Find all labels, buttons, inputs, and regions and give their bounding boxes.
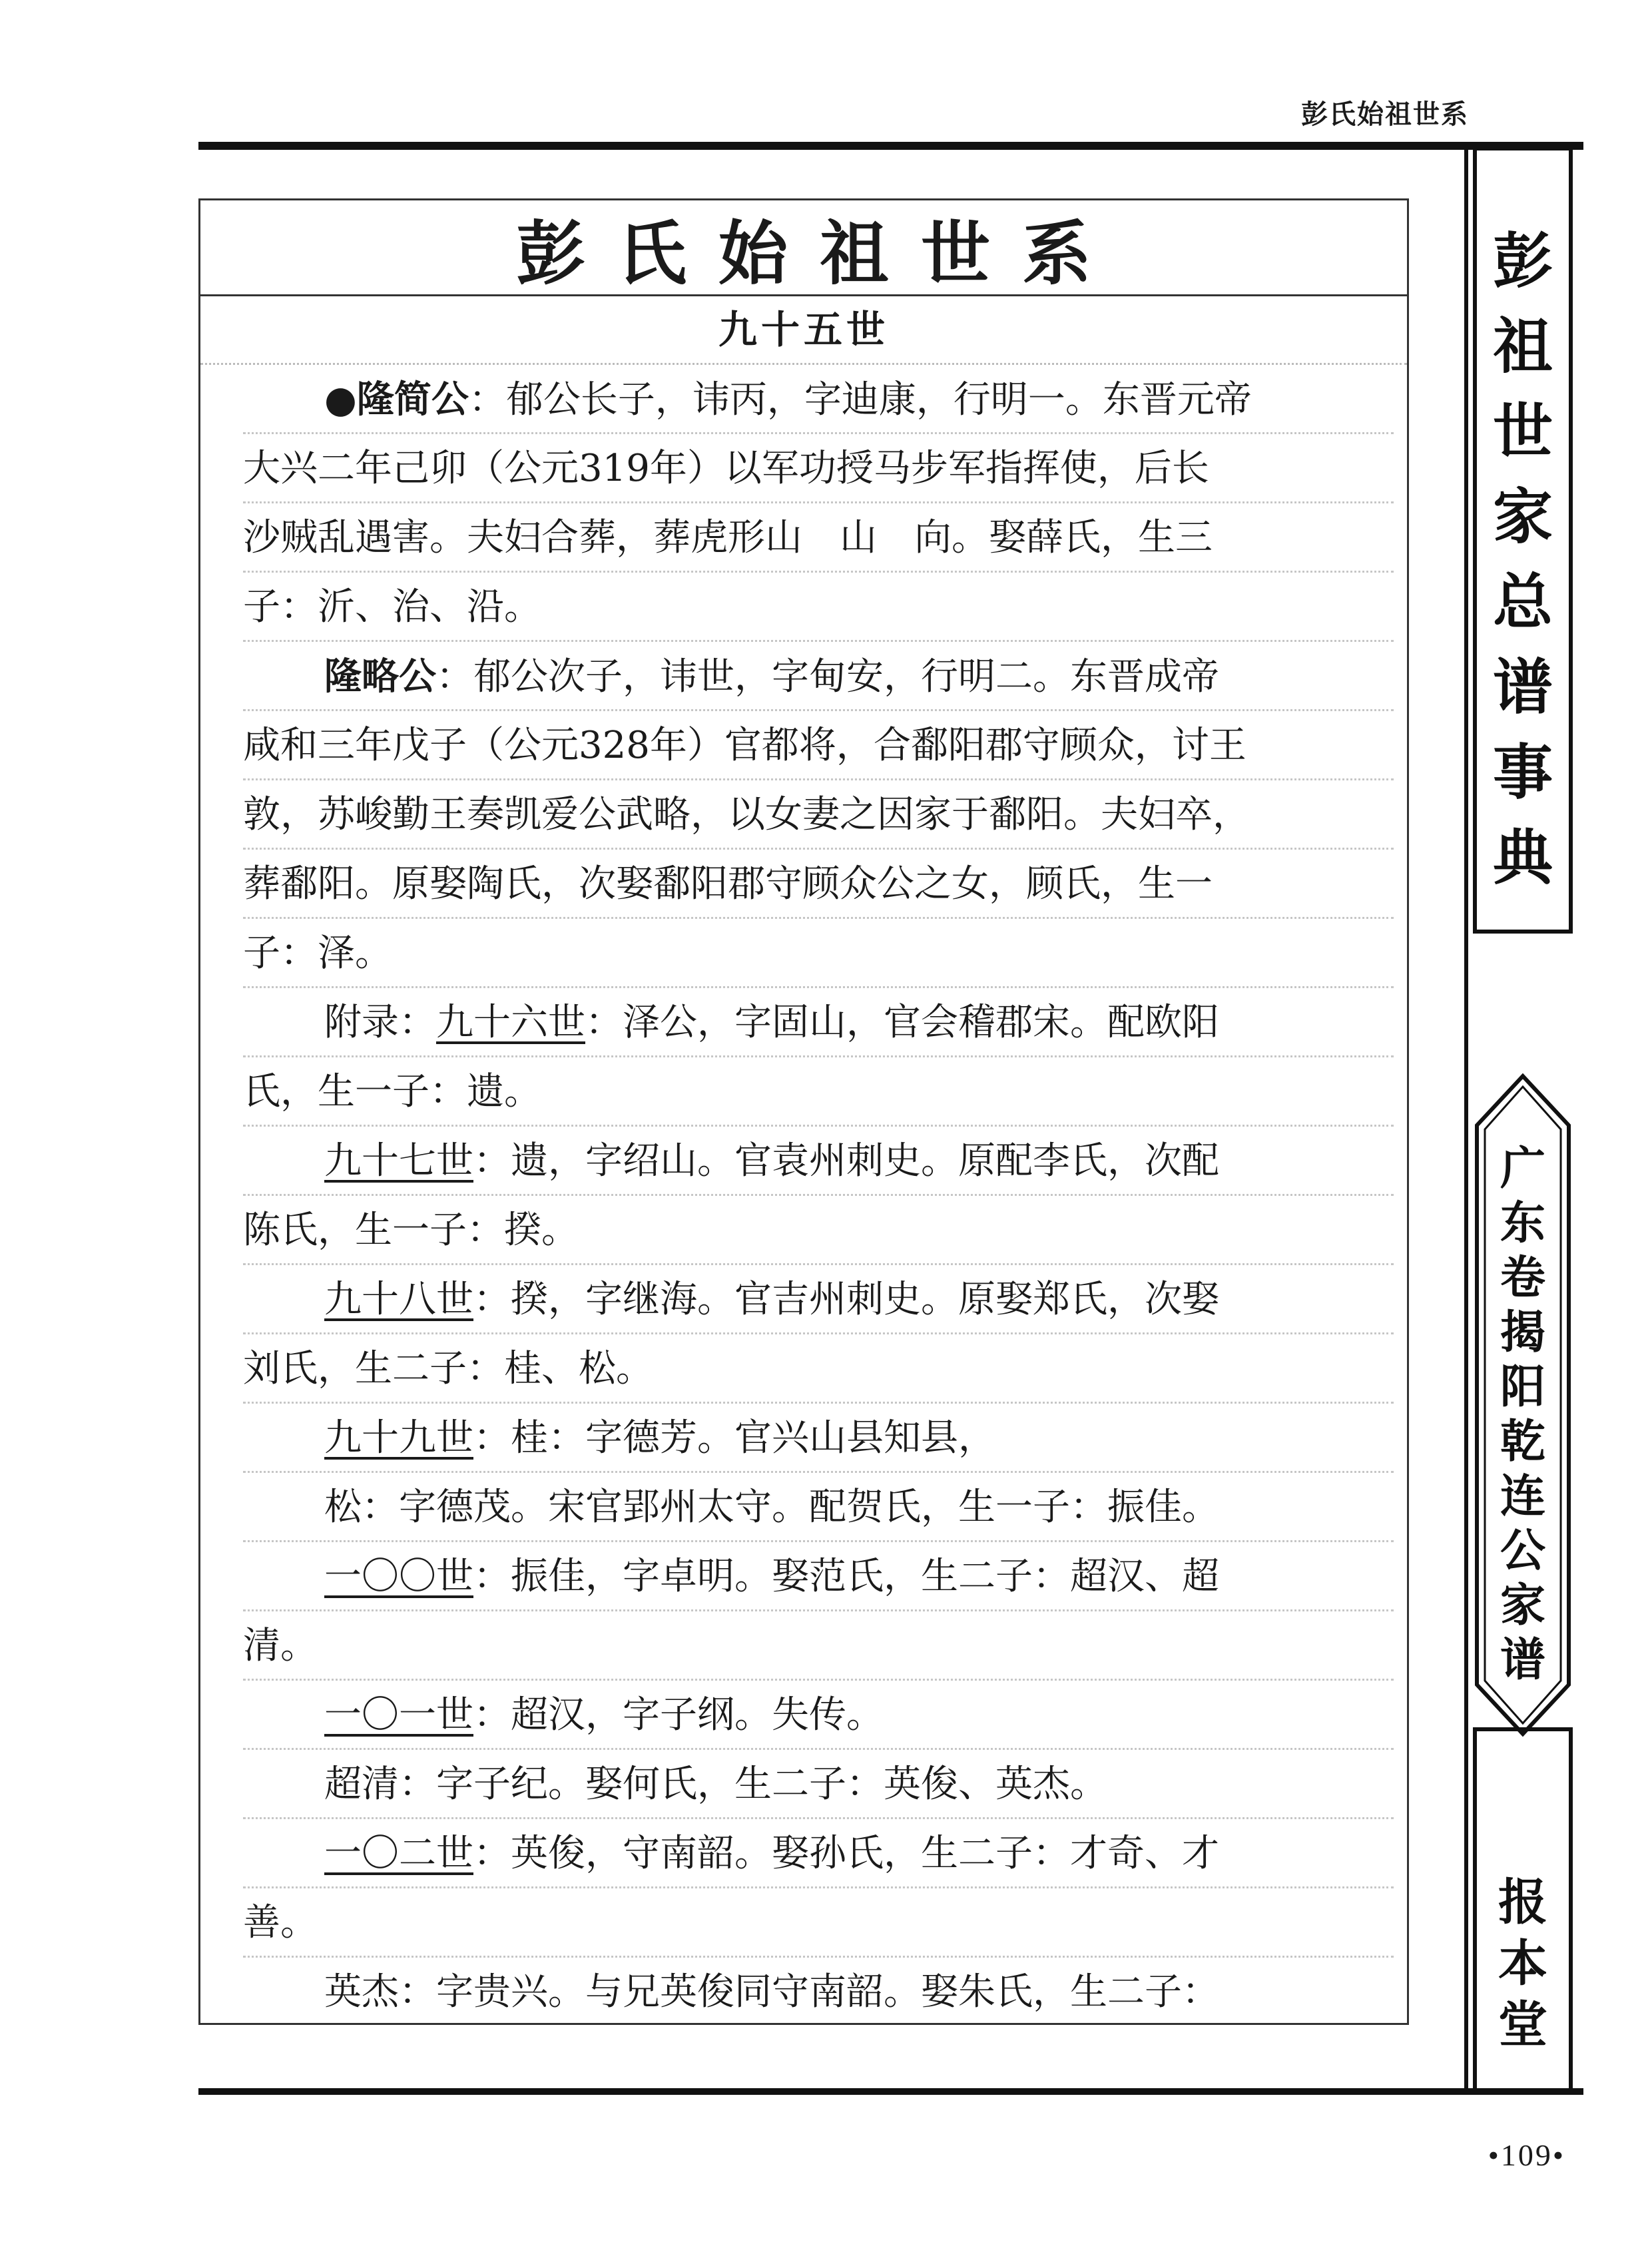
text-line [243, 1958, 1394, 2025]
vertical-char: 家 [1500, 1579, 1545, 1632]
person-name: ●隆简公 [324, 378, 469, 421]
vertical-char: 本 [1498, 1935, 1547, 1992]
text-line [243, 780, 1394, 850]
generation-label: 九十九世 [324, 1416, 473, 1460]
page-title: 彭氏始祖世系 [515, 212, 1123, 294]
vertical-char: 连 [1500, 1470, 1545, 1523]
line-text: 松：字德茂。宋官郢州太守。配贺氏，生一子：振佳。 [324, 1486, 1219, 1529]
generation-label: 九十七世 [324, 1139, 473, 1183]
vertical-char: 阳 [1500, 1361, 1545, 1414]
vertical-char: 揭 [1500, 1306, 1545, 1359]
text-line [243, 434, 1394, 503]
sidebar [1473, 146, 1573, 2092]
text-line [243, 573, 1394, 642]
vertical-char: 乾 [1500, 1416, 1545, 1468]
text-line [243, 1611, 1394, 1681]
text-line [243, 365, 1394, 434]
text-line [243, 1196, 1394, 1265]
line-text: 氏，生一子：遗。 [243, 1070, 541, 1113]
text-line [243, 919, 1394, 988]
vertical-char: 总 [1493, 567, 1553, 637]
hall-name-box [1473, 1727, 1573, 2092]
line-text: ：泽公，字固山，官会稽郡宋。配欧阳 [585, 1001, 1219, 1044]
hall-name [1477, 1731, 1569, 2054]
text-line [243, 1404, 1394, 1473]
line-text: ：遗，字绍山。官袁州刺史。原配李氏，次配 [473, 1139, 1219, 1183]
text-line [243, 711, 1394, 780]
vertical-char: 报 [1498, 1874, 1547, 1931]
line-text: ：超汉，字子纲。失传。 [473, 1693, 884, 1737]
page-number: •109• [1488, 2138, 1565, 2172]
text-line [243, 1473, 1394, 1542]
person-name: 隆略公 [324, 655, 436, 699]
line-text: 清。 [243, 1624, 318, 1667]
vertical-char: 彭 [1493, 226, 1553, 296]
line-text: 咸和三年戊子（公元328年）官都将，合鄱阳郡守顾众，讨王 [243, 724, 1246, 767]
line-text: ：郁公次子，讳世，字甸安，行明二。东晋成帝 [436, 655, 1219, 699]
line-text: 善。 [243, 1901, 318, 1944]
line-text: 超清：字子纪。娶何氏，生二子：英俊、英杰。 [324, 1763, 1107, 1806]
text-line [243, 988, 1394, 1057]
top-rule [198, 142, 1583, 150]
line-text: 沙贼乱遇害。夫妇合葬，葬虎形山 山 向。娶薛氏，生三 [243, 516, 1213, 559]
body-text [200, 365, 1407, 2025]
right-rule [1464, 142, 1468, 2095]
book-title-box [1473, 146, 1573, 934]
generation-label: 九十六世 [436, 1001, 585, 1044]
generation-label: 一〇二世 [324, 1832, 473, 1875]
vertical-char: 事 [1493, 738, 1553, 808]
content-frame [198, 198, 1409, 2025]
vertical-char: 堂 [1498, 1996, 1547, 2054]
book-title [1477, 150, 1569, 893]
vertical-char: 广 [1500, 1143, 1545, 1195]
title-box [200, 200, 1407, 296]
text-line [243, 1265, 1394, 1334]
text-line [243, 1127, 1394, 1196]
line-text: 子：泽。 [243, 932, 392, 975]
volume-title [1473, 1143, 1573, 1687]
text-line [243, 1681, 1394, 1750]
generation-label: 一〇一世 [324, 1693, 473, 1737]
running-head: 彭氏始祖世系 [1301, 99, 1469, 130]
text-line [243, 1819, 1394, 1888]
line-text: 大兴二年己卯（公元319年）以军功授马步军指挥使，后长 [243, 447, 1209, 490]
line-text: ：英俊，守南韶。娶孙氏，生二子：才奇、才 [473, 1832, 1219, 1875]
text-line [243, 1334, 1394, 1404]
vertical-char: 谱 [1493, 653, 1553, 722]
vertical-char: 世 [1493, 397, 1553, 467]
generation-label: 九十八世 [324, 1278, 473, 1321]
line-text: ：郁公长子，讳丙，字迪康，行明一。东晋元帝 [468, 378, 1252, 421]
generation-heading: 九十五世 [200, 296, 1407, 365]
vertical-char: 卷 [1500, 1252, 1545, 1304]
bottom-rule [198, 2088, 1583, 2095]
vertical-char: 谱 [1500, 1634, 1545, 1687]
text-line [243, 1542, 1394, 1611]
line-text: ：桂：字德芳。官兴山县知县， [473, 1416, 995, 1460]
text-line [243, 1057, 1394, 1127]
line-text: ：揆，字继海。官吉州刺史。原娶郑氏，次娶 [473, 1278, 1219, 1321]
text-line [243, 642, 1394, 711]
vertical-char: 东 [1500, 1197, 1545, 1250]
line-text: 英杰：字贵兴。与兄英俊同守南韶。娶朱氏，生二子： [324, 1970, 1219, 2014]
vertical-char: 祖 [1493, 312, 1553, 382]
line-text: 刘氏，生二子：桂、松。 [243, 1347, 653, 1390]
line-text: 葬鄱阳。原娶陶氏，次娶鄱阳郡守顾众公之女，顾氏，生一 [243, 862, 1213, 906]
line-text: 子：沂、治、沿。 [243, 585, 541, 629]
generation-label: 一〇〇世 [324, 1555, 473, 1598]
text-line [243, 503, 1394, 573]
line-text: 陈氏，生一子：揆。 [243, 1209, 579, 1252]
text-line [243, 1888, 1394, 1958]
vertical-char: 公 [1500, 1525, 1545, 1577]
line-text: 敦，苏峻勤王奏凯爱公武略，以女妻之因家于鄱阳。夫妇卒， [243, 793, 1250, 836]
vertical-char: 典 [1493, 823, 1553, 893]
vertical-char: 家 [1493, 482, 1553, 552]
text-line [243, 1750, 1394, 1819]
text-line [243, 850, 1394, 919]
line-text: ：振佳，字卓明。娶范氏，生二子：超汉、超 [473, 1555, 1219, 1598]
appendix-label: 附录： [324, 1001, 436, 1044]
